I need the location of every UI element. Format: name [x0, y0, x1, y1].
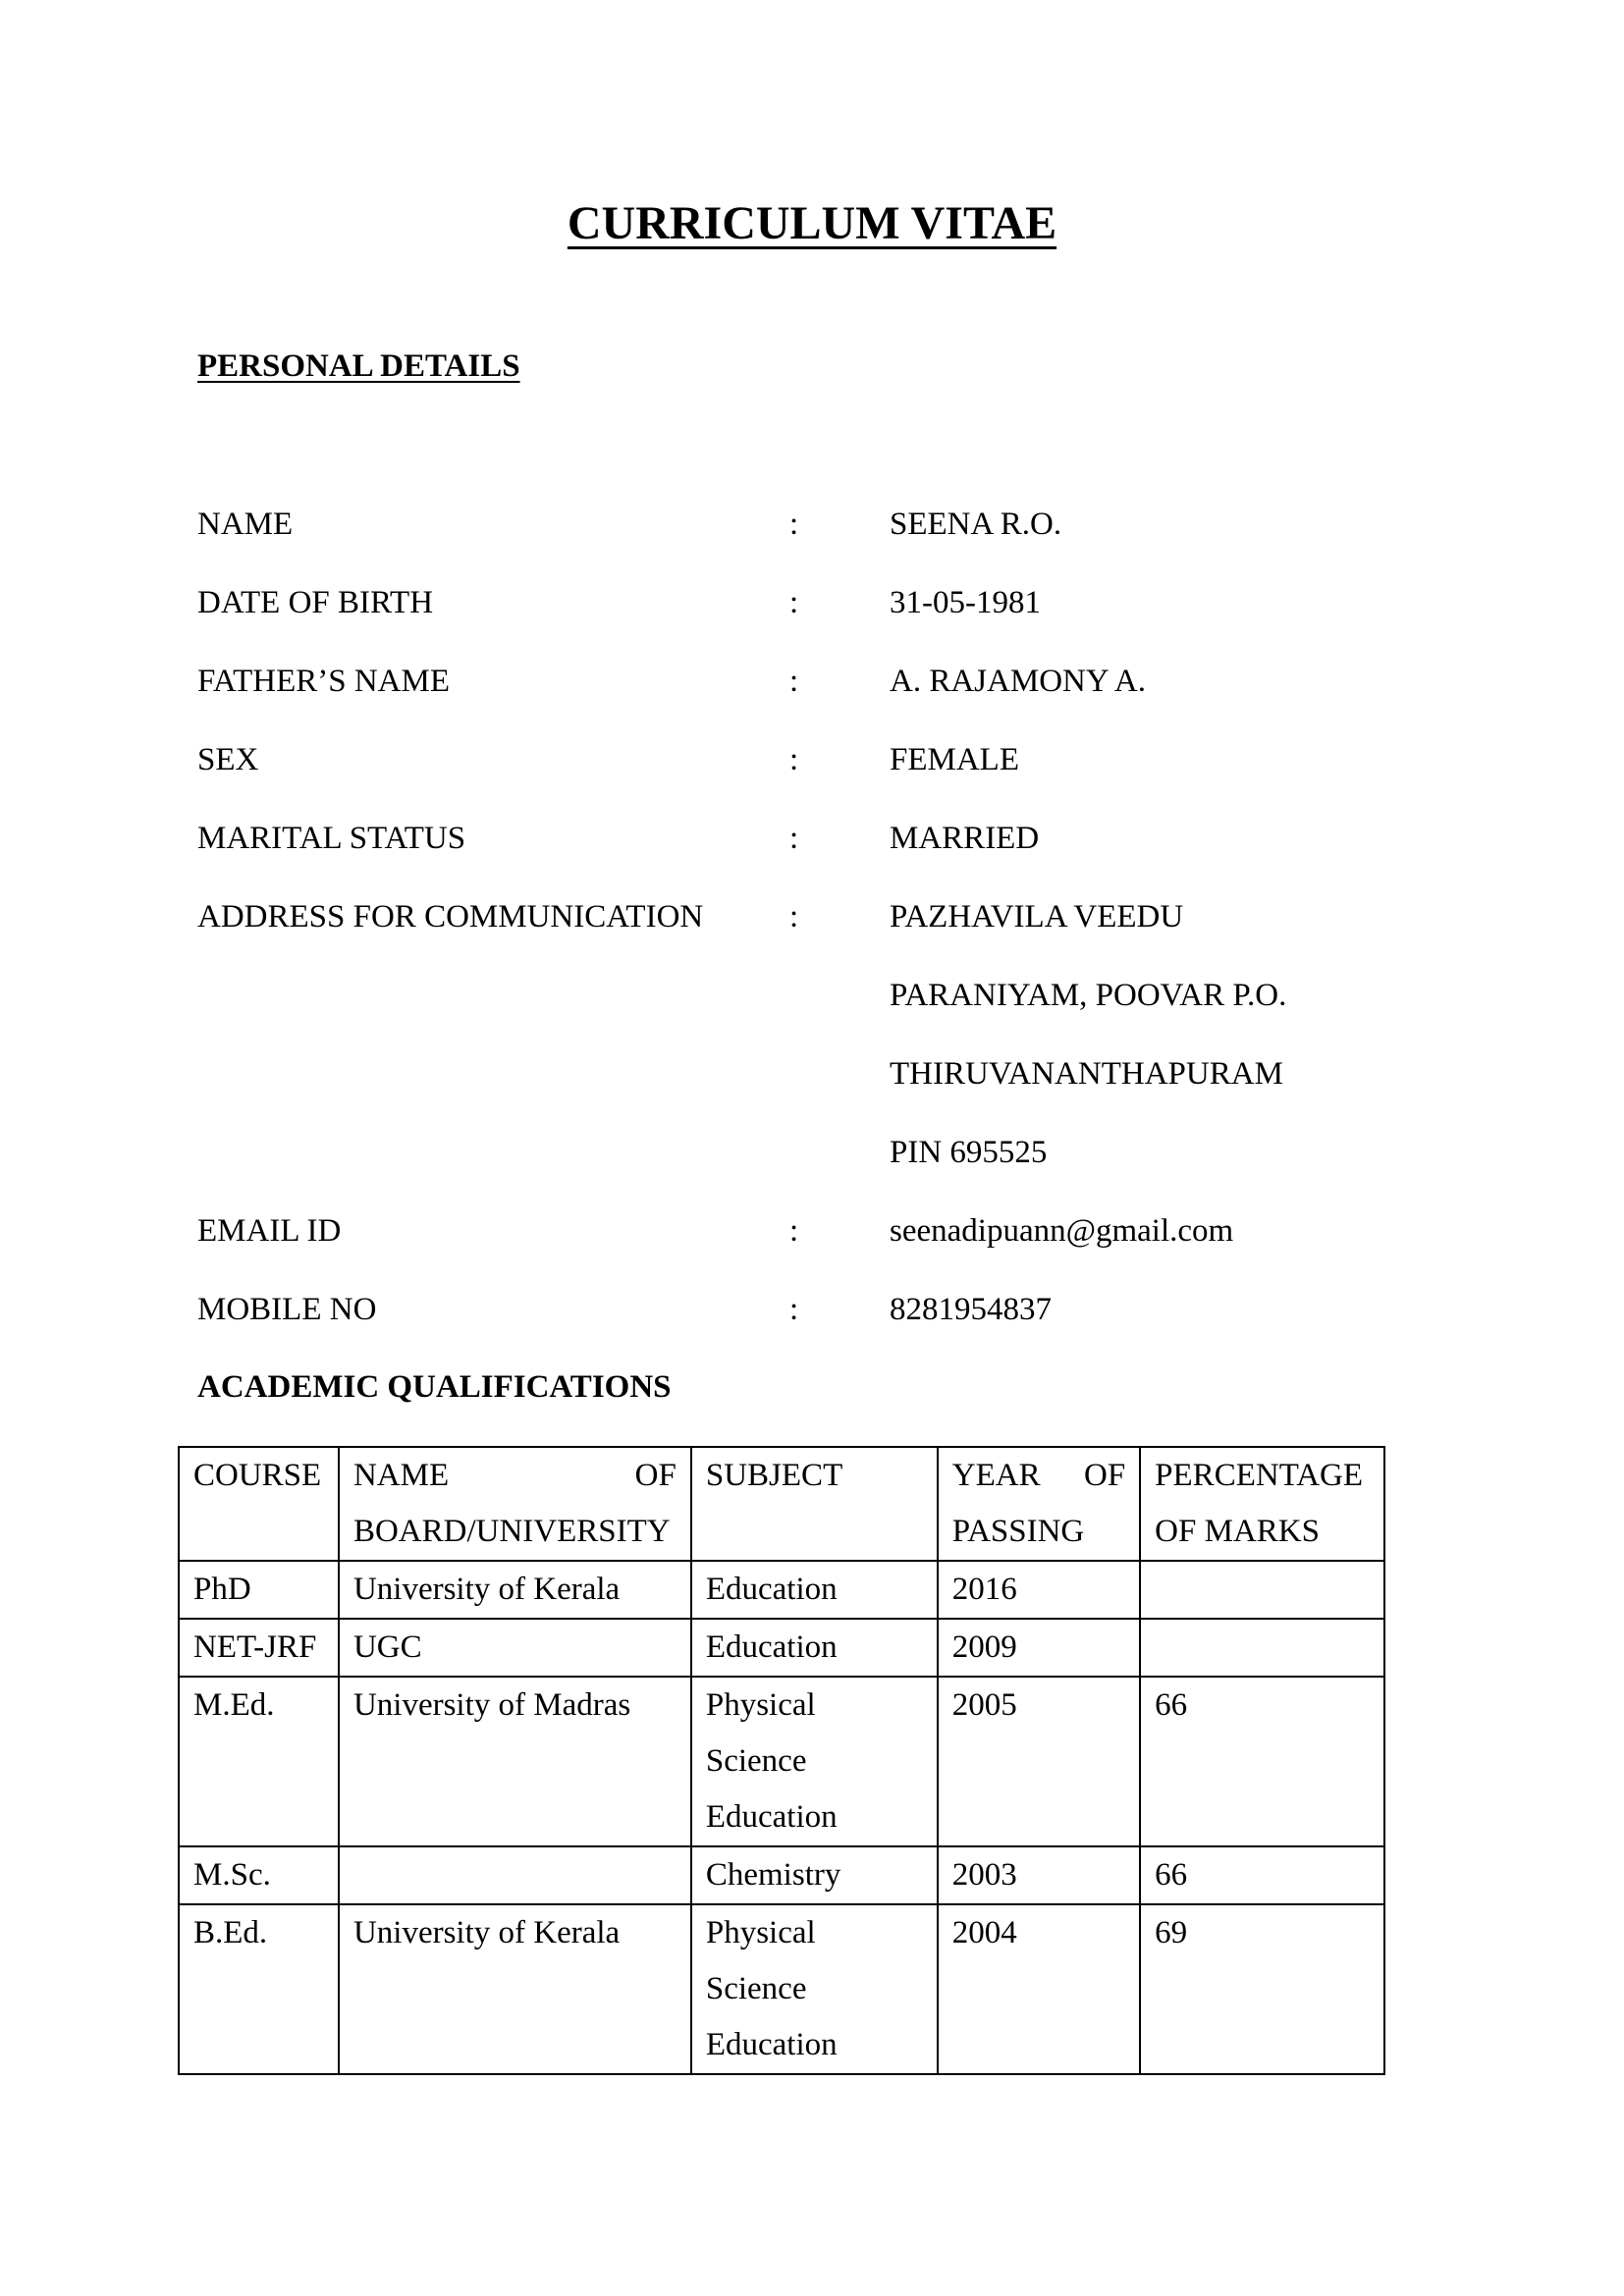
name-label: NAME [197, 507, 294, 542]
qualifications-table [178, 1446, 1385, 2075]
course-cell: M.Sc. [179, 1846, 339, 1904]
percentage-cell: 66 [1140, 1677, 1384, 1846]
header-year: YEAR OF PASSING [938, 1447, 1140, 1561]
year-cell: 2009 [938, 1619, 1140, 1677]
subject-cell: Chemistry [691, 1846, 938, 1904]
personal-details-heading: PERSONAL DETAILS [197, 348, 520, 384]
subject-cell: Education [691, 1619, 938, 1677]
table-header-row [179, 1447, 1384, 1561]
colon-separator: : [789, 664, 799, 699]
header-subject: SUBJECT [691, 1447, 938, 1561]
percentage-cell: 66 [1140, 1846, 1384, 1904]
board-cell: University of Kerala [339, 1904, 691, 2074]
dob-label: DATE OF BIRTH [197, 585, 434, 620]
father-name-label: FATHER’S NAME [197, 664, 450, 699]
subject-cell: Physical Science Education [691, 1904, 938, 2074]
board-cell: University of Madras [339, 1677, 691, 1846]
table-row [179, 1561, 1384, 1619]
name-value: SEENA R.O. [890, 507, 1062, 542]
course-cell: NET-JRF [179, 1619, 339, 1677]
percentage-cell: 69 [1140, 1904, 1384, 2074]
address-line-2: PARANIYAM, POOVAR P.O. [890, 978, 1287, 1013]
year-cell: 2016 [938, 1561, 1140, 1619]
colon-separator: : [789, 585, 799, 620]
mobile-value: 8281954837 [890, 1292, 1052, 1327]
email-value: seenadipuann@gmail.com [890, 1213, 1234, 1249]
colon-separator: : [789, 821, 799, 856]
colon-separator: : [789, 742, 799, 777]
email-label: EMAIL ID [197, 1213, 342, 1249]
header-percentage: PERCENTAGE OF MARKS [1140, 1447, 1384, 1561]
course-cell: M.Ed. [179, 1677, 339, 1846]
mobile-label: MOBILE NO [197, 1292, 377, 1327]
address-line-4: PIN 695525 [890, 1135, 1048, 1170]
colon-separator: : [789, 899, 799, 934]
address-line-3: THIRUVANANTHAPURAM [890, 1056, 1283, 1092]
marital-status-label: MARITAL STATUS [197, 821, 466, 856]
course-cell: B.Ed. [179, 1904, 339, 2074]
board-cell [339, 1846, 691, 1904]
document-title: CURRICULUM VITAE [567, 197, 1057, 249]
academic-qualifications-heading: ACADEMIC QUALIFICATIONS [197, 1369, 672, 1405]
colon-separator: : [789, 507, 799, 542]
header-board: NAME OF BOARD/UNIVERSITY [339, 1447, 691, 1561]
percentage-cell [1140, 1619, 1384, 1677]
table-row [179, 1619, 1384, 1677]
father-name-value: A. RAJAMONY A. [890, 664, 1146, 699]
table-row [179, 1846, 1384, 1904]
colon-separator: : [789, 1213, 799, 1249]
course-cell: PhD [179, 1561, 339, 1619]
sex-label: SEX [197, 742, 259, 777]
marital-status-value: MARRIED [890, 821, 1040, 856]
year-cell: 2005 [938, 1677, 1140, 1846]
sex-value: FEMALE [890, 742, 1019, 777]
subject-cell: Physical Science Education [691, 1677, 938, 1846]
table-row [179, 1904, 1384, 2074]
subject-cell: Education [691, 1561, 938, 1619]
dob-value: 31-05-1981 [890, 585, 1041, 620]
colon-separator: : [789, 1292, 799, 1327]
year-cell: 2003 [938, 1846, 1140, 1904]
percentage-cell [1140, 1561, 1384, 1619]
address-label: ADDRESS FOR COMMUNICATION [197, 899, 704, 934]
address-line-1: PAZHAVILA VEEDU [890, 899, 1184, 934]
table-row [179, 1677, 1384, 1846]
header-course: COURSE [179, 1447, 339, 1561]
year-cell: 2004 [938, 1904, 1140, 2074]
board-cell: UGC [339, 1619, 691, 1677]
board-cell: University of Kerala [339, 1561, 691, 1619]
